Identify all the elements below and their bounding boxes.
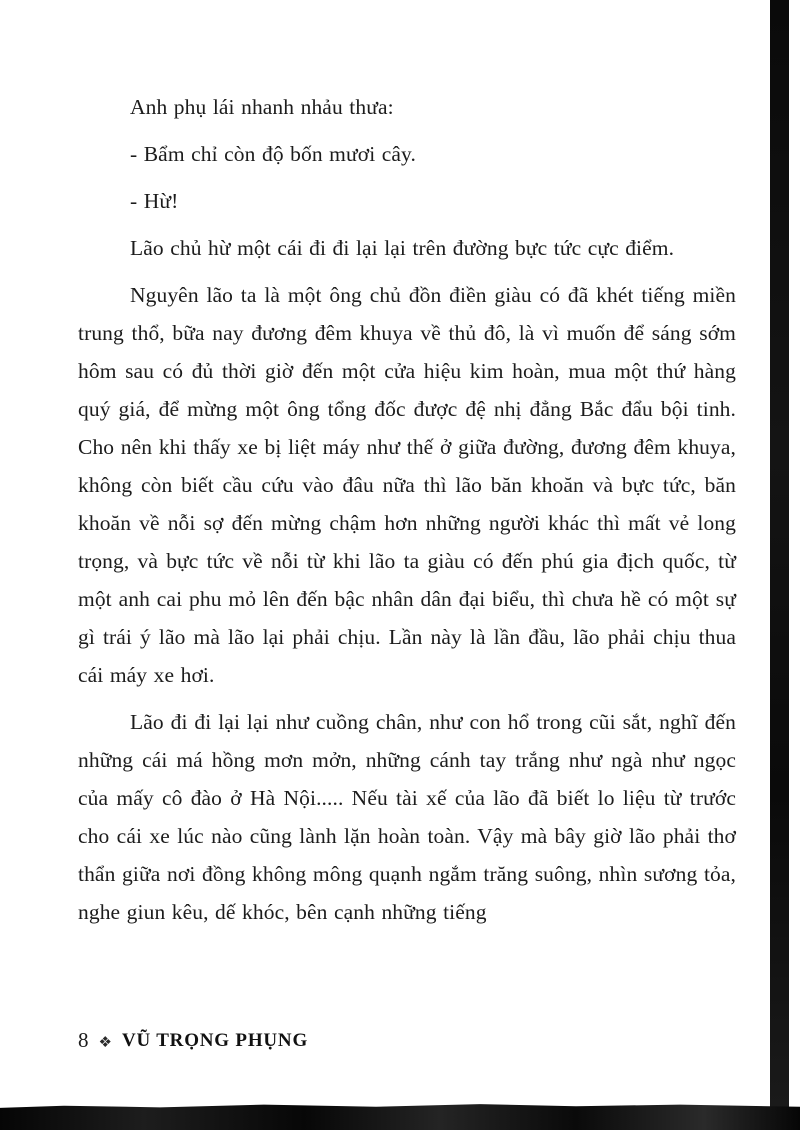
paragraph-dialogue-1: - Bẩm chỉ còn độ bốn mươi cây. xyxy=(130,142,416,166)
scan-edge-bottom-icon xyxy=(0,1103,800,1130)
diamond-ornament-icon: ❖ xyxy=(98,1032,112,1051)
page-footer xyxy=(78,1028,308,1053)
page-text-block xyxy=(78,88,736,940)
paragraph-narration-2: Nguyên lão ta là một ông chủ đồn điền giàu có đã khét tiếng miền trung thổ, bữa nay đương đêm khuya về thủ đô, là vì muốn để sáng sớm hôm sau có đủ thời giờ đến một cửa hiệu kim hoàn, mua một thứ hàng quý giá, để mừng một ông tổng đốc được đệ nhị đẳng Bắc đẩu bội tinh. Cho nên khi thấy xe bị liệt máy như thế ở giữa đường, đương đêm khuya, không còn biết cầu cứu vào đâu nữa thì lão băn khoăn và bực tức, băn khoăn về nỗi sợ đến mừng chậm hơn những người khác thì mất vẻ long trọng, và bực tức về nỗi từ khi lão ta giàu có đến phú gia địch quốc, từ một anh cai phu mỏ lên đến bậc nhân dân đại biểu, thì chưa hề có một sự gì trái ý lão mà lão lại phải chịu. Lần này là lần đầu, lão phải chịu thua cái máy xe hơi. xyxy=(78,283,736,687)
page-number: 8 xyxy=(78,1028,89,1052)
paragraph-narration-3: Lão đi đi lại lại như cuồng chân, như con hổ trong cũi sắt, nghĩ đến những cái má hồng mơn mởn, những cánh tay trắng như ngà như ngọc của mấy cô đào ở Hà Nội..... Nếu tài xế của lão đã biết lo liệu từ trước cho cái xe lúc nào cũng lành lặn hoàn toàn. Vậy mà bây giờ lão phải thơ thẩn giữa nơi đồng không mông quạnh ngắm trăng suông, nhìn sương tỏa, nghe giun kêu, dế khóc, bên cạnh những tiếng xyxy=(78,710,736,924)
scan-edge-right-icon xyxy=(770,0,789,1130)
paragraph-dialogue-2: - Hừ! xyxy=(130,189,179,213)
paragraph-narration-1: Lão chủ hừ một cái đi đi lại lại trên đường bực tức cực điểm. xyxy=(130,236,675,260)
paragraph-intro: Anh phụ lái nhanh nhảu thưa: xyxy=(130,95,394,119)
author-name: VŨ TRỌNG PHỤNG xyxy=(121,1029,309,1051)
